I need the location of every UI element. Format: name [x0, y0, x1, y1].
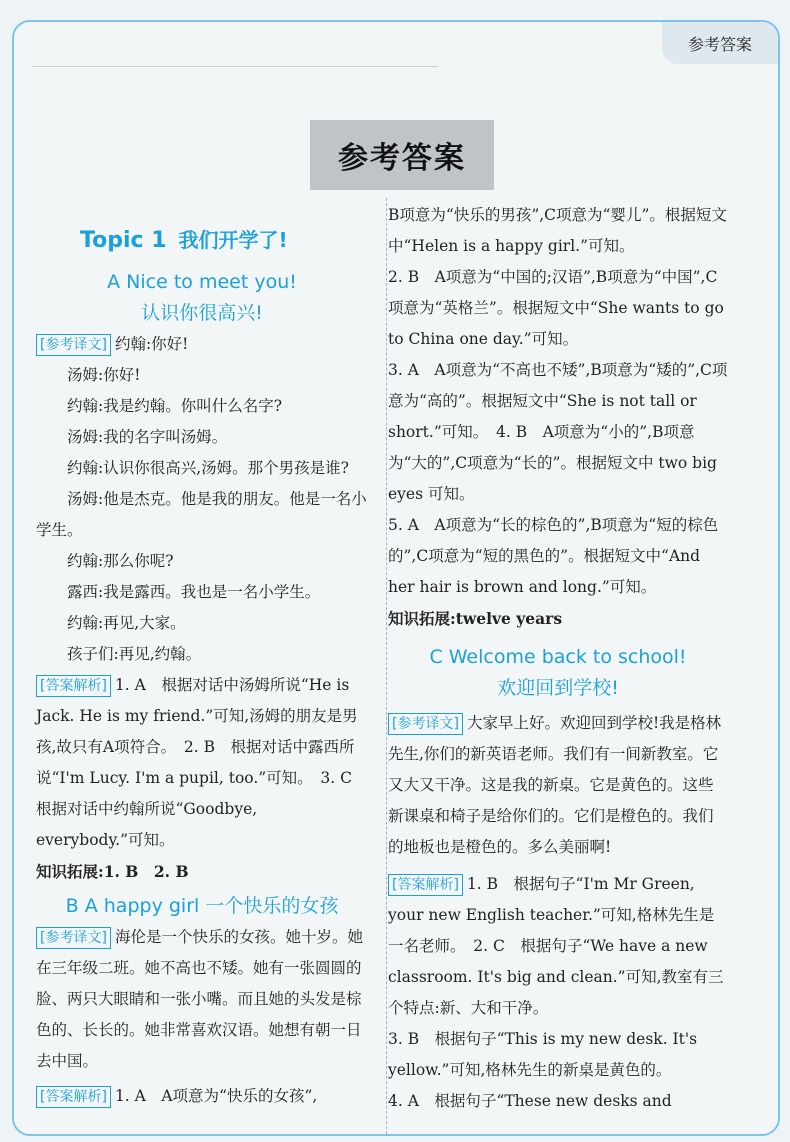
- analysis-text: 1. A 根据对话中汤姆所说“He is Jack. He is my friend.”可知,汤姆的朋友是男孩,故只有A项符合。 2. B 根据对话中露西所说“I'm Lucy. I'm a pupil, too.”可知。 3. C 根据对话中约翰所说“Goodbye, everybody.”可知。: [36, 676, 368, 849]
- translation-text: 大家早上好。欢迎回到学校!我是格林先生,你们的新英语老师。我们有一间新教室。它又大又干净。这是我的新桌。它是黄色的。这些新课桌和椅子是给你们的。它们是橙色的。我们的地板也是橙色的。多么美丽啊!: [388, 714, 722, 856]
- dialogue-line: 汤姆:你好!: [67, 366, 141, 384]
- section-b-translation: [36, 922, 368, 1077]
- page-header: [662, 22, 778, 64]
- dialogue-line: 约翰:你好!: [114, 335, 189, 353]
- section-c-title-cn: 欢迎回到学校!: [497, 677, 619, 699]
- knowledge-extension: 知识拓展:twelve years: [388, 609, 563, 628]
- section-a-title-cn: 认识你很高兴!: [141, 302, 263, 324]
- analysis-paragraph: 3. A A项意为“不高也不矮”,B项意为“矮的”,C项意为“高的”。根据短文中“She is not tall or short.”可知。 4. B A项意为“小的”,B项意为“大的”,C项意为“长的”。根据短文中 two big eyes 可知。: [388, 361, 728, 503]
- left-column: [36, 200, 368, 1112]
- analysis-paragraph: 3. B 根据句子“This is my new desk. It's yellow.”可知,格林先生的新桌是黄色的。: [388, 1030, 698, 1079]
- analysis-paragraph: 2. B A项意为“中国的;汉语”,B项意为“中国”,C项意为“英格兰”。根据短文中“She wants to go to China one day.”可知。: [388, 268, 724, 348]
- dialogue-line: 孩子们:再见,约翰。: [67, 645, 202, 663]
- title-box: [310, 120, 494, 190]
- section-a-title-en: A Nice to meet you!: [107, 271, 297, 293]
- analysis-paragraph: 5. A A项意为“长的棕色的”,B项意为“短的棕色的”,C项意为“短的黑色的”。根据短文中“And her hair is brown and long.”可知。: [388, 516, 719, 596]
- topic-heading: [80, 222, 368, 259]
- dialogue-line: 约翰:认识你很高兴,汤姆。那个男孩是谁?: [67, 459, 349, 477]
- section-b-analysis-start: [36, 1081, 368, 1112]
- topic-label: Topic 1: [80, 228, 167, 253]
- section-b-title: B A happy girl 一个快乐的女孩: [65, 895, 339, 917]
- section-c-analysis: [388, 869, 728, 1024]
- column-divider: [386, 198, 387, 1134]
- translation-text: 海伦是一个快乐的女孩。她十岁。她在三年级二班。她不高也不矮。她有一张圆圆的脸、两只大眼睛和一张小嘴。而且她的头发是棕色的、长长的。她非常喜欢汉语。她想有朝一日去中国。: [36, 928, 363, 1070]
- right-column: [388, 200, 728, 1117]
- analysis-text: 1. A A项意为“快乐的女孩”,: [114, 1087, 318, 1105]
- dialogue-line: 约翰:再见,大家。: [67, 614, 186, 632]
- dialogue-line: 汤姆:他是杰克。他是我的朋友。他是一名小学生。: [36, 490, 367, 539]
- knowledge-extension: 知识拓展:1. B 2. B: [36, 862, 189, 881]
- translation-tag: [参考译文]: [36, 334, 111, 356]
- dialogue-line: 露西:我是露西。我也是一名小学生。: [67, 583, 321, 601]
- section-a-analysis: [36, 670, 368, 856]
- analysis-paragraph: B项意为“快乐的男孩”,C项意为“婴儿”。根据短文中“Helen is a happy girl.”可知。: [388, 206, 727, 255]
- dialogue-line: 汤姆:我的名字叫汤姆。: [67, 428, 228, 446]
- analysis-paragraph: 4. A 根据句子“These new desks and: [388, 1092, 672, 1110]
- analysis-text: 1. B 根据句子“I'm Mr Green, your new English teacher.”可知,格林先生是一名老师。 2. C 根据句子“We have a new classroom. It's big and clean.”可知,教室有三个特点:新、大和干净。: [388, 875, 724, 1017]
- page-title: 参考答案: [338, 141, 466, 176]
- analysis-tag: [答案解析]: [36, 675, 111, 697]
- translation-tag: [参考译文]: [36, 927, 111, 949]
- section-c-translation: [388, 708, 728, 863]
- answer-page: [12, 20, 780, 1136]
- topic-cn: 我们开学了!: [178, 228, 288, 252]
- translation-tag: [参考译文]: [388, 713, 463, 735]
- section-a-translation-line: [36, 329, 368, 360]
- dialogue-line: 约翰:我是约翰。你叫什么名字?: [67, 397, 283, 415]
- section-c-title-en: C Welcome back to school!: [429, 646, 687, 668]
- analysis-tag: [答案解析]: [36, 1086, 111, 1108]
- dialogue-line: 约翰:那么你呢?: [67, 552, 174, 570]
- analysis-tag: [答案解析]: [388, 874, 463, 896]
- header-label: 参考答案: [687, 34, 752, 54]
- header-rule: [32, 66, 438, 67]
